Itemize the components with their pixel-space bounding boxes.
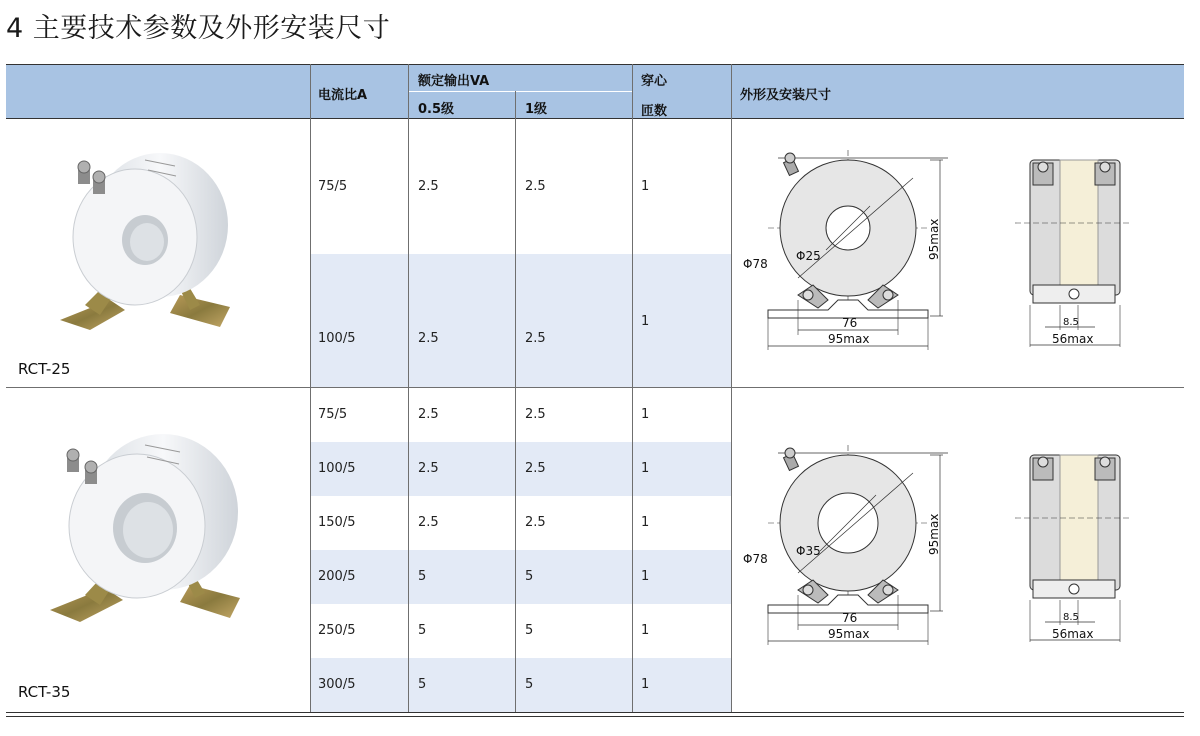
cell-va05: 2.5	[418, 331, 439, 346]
side-drawing-rct25	[1015, 155, 1130, 355]
header-class-05: 0.5级	[418, 102, 455, 117]
cell-va05: 2.5	[418, 407, 439, 422]
header-sub-rule	[408, 91, 632, 92]
dim-height: 95max	[927, 218, 941, 260]
cell-turns: 1	[641, 407, 650, 422]
side-drawing-rct35	[1015, 450, 1130, 650]
dim-hole-spacing: 76	[842, 316, 858, 330]
cell-va1: 5	[525, 569, 534, 584]
page-title: 4 主要技术参数及外形安装尺寸	[6, 13, 391, 44]
cell-va05: 5	[418, 677, 427, 692]
cell-ratio: 200/5	[318, 569, 356, 584]
column-rule	[731, 64, 732, 712]
cell-va1: 2.5	[525, 461, 546, 476]
table-bottom-rule	[6, 712, 1184, 713]
cell-va1: 5	[525, 623, 534, 638]
cell-va1: 2.5	[525, 331, 546, 346]
front-drawing-rct25	[738, 150, 948, 355]
model-label-rct25: RCT-25	[18, 360, 71, 378]
cell-turns: 1	[641, 623, 650, 638]
front-drawing-rct35	[738, 445, 948, 650]
column-rule	[632, 64, 633, 712]
header-current-ratio: 电流比A	[318, 88, 368, 103]
cell-va1: 5	[525, 677, 534, 692]
column-rule	[515, 91, 516, 712]
table-bottom-rule-2	[6, 716, 1184, 717]
dim-slot: 8.5	[1063, 317, 1079, 328]
cell-ratio: 75/5	[318, 179, 348, 194]
dim-width: 95max	[828, 332, 870, 346]
header-class-1: 1级	[525, 102, 548, 117]
cell-va1: 2.5	[525, 407, 546, 422]
cell-va05: 2.5	[418, 515, 439, 530]
cell-ratio: 100/5	[318, 461, 356, 476]
cell-va1: 2.5	[525, 179, 546, 194]
cell-turns: 1	[641, 677, 650, 692]
cell-ratio: 250/5	[318, 623, 356, 638]
column-rule	[310, 64, 311, 712]
dim-hole-spacing: 76	[842, 611, 858, 625]
cell-turns: 1	[641, 515, 650, 530]
header-bottom-rule	[6, 118, 1184, 119]
header-turns-line1: 穿心	[641, 74, 668, 89]
cell-turns: 1	[641, 179, 650, 194]
header-dimensions: 外形及安装尺寸	[740, 88, 832, 103]
model-label-rct35: RCT-35	[18, 683, 71, 701]
cell-turns: 1	[641, 314, 650, 329]
column-rule	[408, 64, 409, 712]
dim-height: 95max	[927, 513, 941, 555]
header-turns-line2: 匝数	[641, 104, 668, 119]
cell-ratio: 300/5	[318, 677, 356, 692]
cell-va1: 2.5	[525, 515, 546, 530]
cell-va05: 2.5	[418, 179, 439, 194]
cell-turns: 1	[641, 461, 650, 476]
dim-outer-dia: Φ78	[743, 552, 768, 566]
cell-va05: 5	[418, 623, 427, 638]
dim-inner-dia: Φ35	[796, 544, 821, 558]
cell-ratio: 100/5	[318, 331, 356, 346]
row-band	[310, 442, 732, 496]
cell-va05: 2.5	[418, 461, 439, 476]
cell-ratio: 150/5	[318, 515, 356, 530]
cell-ratio: 75/5	[318, 407, 348, 422]
row-band	[310, 658, 732, 712]
dim-depth: 56max	[1052, 332, 1094, 346]
row-band	[310, 550, 732, 604]
dim-width: 95max	[828, 627, 870, 641]
row-band	[310, 254, 732, 387]
header-top-rule	[6, 64, 1184, 65]
group-divider	[6, 387, 1184, 388]
cell-turns: 1	[641, 569, 650, 584]
product-photo-rct25	[50, 145, 235, 335]
dim-depth: 56max	[1052, 627, 1094, 641]
product-photo-rct35	[45, 430, 245, 625]
header-rated-output: 额定输出VA	[418, 74, 490, 89]
dim-slot: 8.5	[1063, 612, 1079, 623]
dim-inner-dia: Φ25	[796, 249, 821, 263]
cell-va05: 5	[418, 569, 427, 584]
dim-outer-dia: Φ78	[743, 257, 768, 271]
